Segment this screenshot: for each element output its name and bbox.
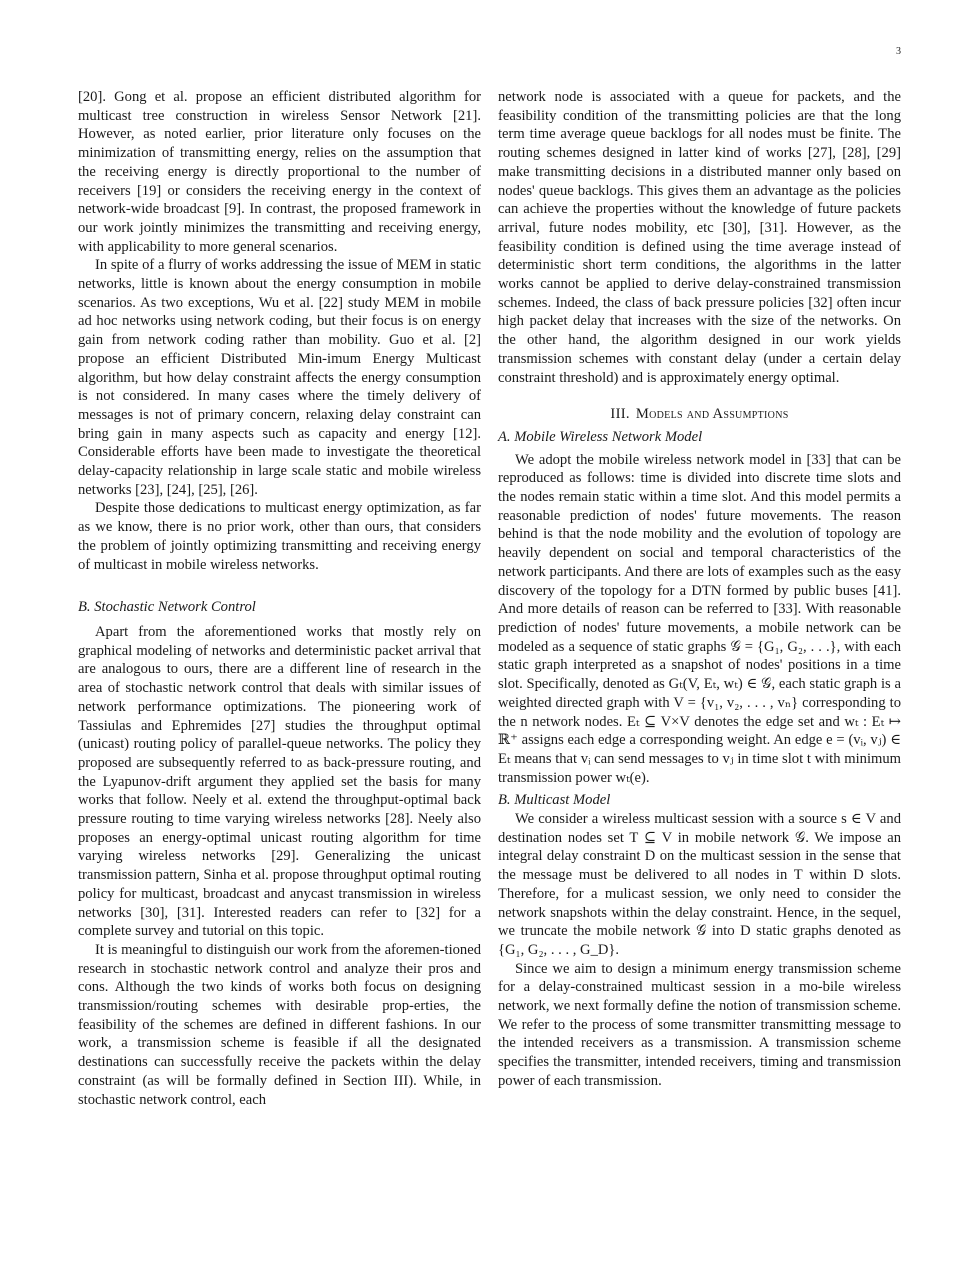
page-number: 3: [896, 46, 901, 57]
subsection-heading-multicast-model: B. Multicast Model: [498, 792, 611, 809]
right-column: [498, 88, 901, 1091]
right-paragraph-4: Since we aim to design a minimum energy transmission scheme for a delay-constrained multicast session in a mo-bile wireless network, we next formally define the notion of transmission scheme. We refer to the process of some transmitter transmitting message to the intended receivers as a transmission. A transmission scheme specifies the transmitter, intended receivers, timing and transmission power of each transmission.: [498, 960, 901, 1089]
section-title: Models and Assumptions: [635, 406, 789, 423]
left-paragraph-5: It is meaningful to distinguish our work from the aforemen-tioned research in stochastic network control and analyze their pros and cons. Although the two kinds of works both focus on designing transmission/routing schemes with desirable prop-erties, the feasibility of the schemes are defined in different fashions. In our work, a transmission scheme is feasible if all the designated destinations can successfully receive the packets within the delay constraint (as will be formally defined in Section III). While, in stochastic network control, each: [78, 941, 481, 1108]
subsection-heading-mobile-model: A. Mobile Wireless Network Model: [498, 428, 703, 445]
left-paragraph-3: Despite those dedications to multicast energy optimization, as far as we know, there is no prior work, other than ours, that considers the problem of jointly optimizing transmitting and receiving energy of multicast in mobile wireless networks.: [78, 500, 481, 573]
section-number: III.: [610, 406, 630, 423]
right-paragraph-2: We adopt the mobile wireless network model in [33] that can be reproduced as follows: time is divided into discrete time slots and the nodes remain static within a time slot. And this model permits a reasonable prediction of nodes' future movements. The reason behind is that the node mobility and the evolution of topology are heavily dependent on social and temporal characteristics of the network participants. And there are lots of examples such as the easy discovery of the topology for a DTN formed by public buses [41]. And more details of reason can be referred to [33]. With reasonable prediction of nodes' future movements, a mobile network can be modeled as a sequence of static graphs 𝒢 = {G₁, G₂, . . .}, with each static graph interpreted as a snapshot of nodes' positions in a time slot. Specifically, denoted as Gₜ(V, Eₜ, wₜ) ∈ 𝒢, each static graph is a weighted directed graph with V = {v₁, v₂, . . . , vₙ} corresponding to the n network nodes. Eₜ ⊆ V×V denotes the edge set and wₜ : Eₜ ↦ ℝ⁺ assigns each edge a corresponding weight. An edge e = (vᵢ, vⱼ) ∈ Eₜ means that vᵢ can send messages to vⱼ in time slot t with minimum transmission power wₜ(e).: [498, 451, 901, 786]
subsection-heading-stochastic: B. Stochastic Network Control: [78, 599, 256, 616]
left-paragraph-4: Apart from the aforementioned works that mostly rely on graphical modeling of networks and deterministic packet arrival that are analogous to ours, there are a different line of research in the area of stochastic network control that deals with similar issues of network performance optimizations. The pioneering work of Tassiulas and Ephremides [27] studies the throughput optimal (unicast) routing policy of parallel-queue networks. The policy they proposed are subsequently referred to as back-pressure routing, and the Lyapunov-drift argument they applied set the basis for many works that follow. Neely et al. extend the throughput-optimal back pressure routing to time varying wireless networks [28]. Neely also proposes an energy-optimal unicast routing algorithm for time varying wireless networks [29]. Generalizing the unicast transmission pattern, Sinha et al. propose throughput optimal routing policy for multicast, broadcast and anycast transmission in wireless networks [30], [31]. Interested readers can refer to [32] for a complete survey and tutorial on this topic.: [78, 623, 481, 940]
left-paragraph-2: In spite of a flurry of works addressing the issue of MEM in static networks, little is known about the energy consumption in mobile scenarios. As two exceptions, Wu et al. [22] study MEM in mobile ad hoc networks using network coding, but their focus is on energy gain from network coding rather than mobility. Guo et al. [2] propose an efficient Distributed Min-imum Energy Multicast algorithm, but how delay constraint affects the energy consumption is not considered. In many cases where the timely delivery of messages is not of primary concern, relaxing delay constraint can bring gain in many aspects such as capacity and energy [12]. Considerable efforts have been made to investigate the theoretical delay-capacity relationship in large scale static and mobile wireless networks [23], [24], [25], [26].: [78, 257, 481, 498]
right-paragraph-3: We consider a wireless multicast session with a source s ∈ V and destination nodes set T ⊆ V in mobile network 𝒢. We impose an integral delay constraint D on the multicast session in the sense that the message must be delivered to all nodes in T within D slots. Therefore, for a mulicast session, we only need to consider the network snapshots within the delay constraint. Hence, in the sequel, we truncate the mobile network 𝒢 into D static graphs denoted as {G₁, G₂, . . . , G_D}.: [498, 811, 901, 958]
section-heading: [498, 405, 901, 424]
left-column: [78, 88, 481, 1109]
left-paragraph-1: [20]. Gong et al. propose an efficient distributed algorithm for multicast tree construction in wireless Sensor Network [21]. However, as noted earlier, prior literature only focuses on the minimization of transmitting energy, relies on the assumption that the receiving energy is directly proportional to the number of receivers [19] or considers the receiving energy in the context of network-wide broadcast [9]. In contrast, the proposed framework in our work jointly minimizes the transmitting and receiving energy, with applicability to more general scenarios.: [78, 89, 481, 255]
right-paragraph-1: network node is associated with a queue for packets, and the feasibility condition of the transmitting policies are that the long term time average queue backlogs for all nodes must be finite. The routing schemes designed in latter kind of works [27], [28], [29] make transmitting decisions in a distributed manner only based on nodes' queue backlogs. This gives them an advantage as the policies can achieve the properties without the knowledge of future packets arrival, future nodes mobility, etc [30], [31]. However, as the feasibility condition is defined using the time average instead of deterministic short term conditions, the algorithms in the latter works cannot be applied to derive delay-constrained transmission schemes. Indeed, the class of back pressure policies [32] often incur high packet delay that increases with the size of the networks. On the other hand, the algorithm designed in our work yields transmission schemes with constant delay (under a certain delay constraint threshold) and is approximately energy optimal.: [498, 89, 901, 386]
